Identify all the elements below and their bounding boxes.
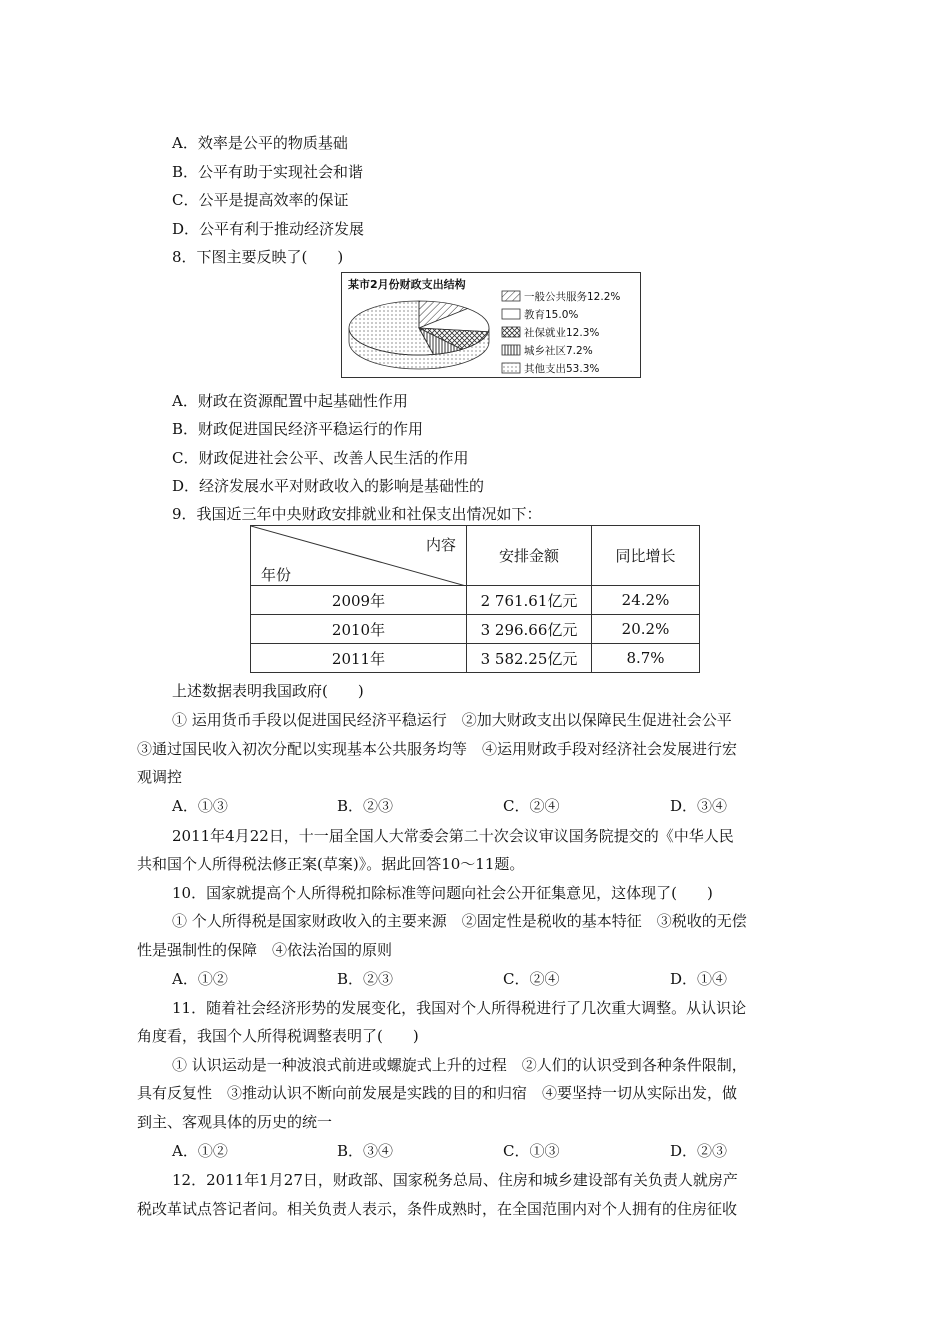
q12-stem-line: 税改革试点答记者问。相关负责人表示，条件成熟时，在全国范围内对个人拥有的住房征收 — [137, 1200, 738, 1218]
q11-statement-line: 到主、客观具体的历史的统一 — [137, 1113, 333, 1131]
q7-option-c: C．公平是提高效率的保证 — [172, 191, 349, 209]
cell-growth: 8.7% — [592, 644, 700, 673]
q11-stem-line: 角度看，我国个人所得税调整表明了( ) — [137, 1027, 419, 1045]
q11-choice-b: B．③④ — [337, 1142, 394, 1160]
legend-label: 城乡社区7.2% — [524, 345, 593, 357]
q9-question: 上述数据表明我国政府( ) — [172, 682, 364, 700]
q11-choice-d: D．②③ — [670, 1142, 728, 1160]
legend-label: 一般公共服务12.2% — [524, 291, 621, 303]
chart-title: 某市2月份财政支出结构 — [348, 278, 466, 291]
pie-slices — [349, 301, 489, 355]
q10-choice-b: B．②③ — [337, 970, 394, 988]
legend-swatch — [502, 363, 520, 373]
legend-label: 社保就业12.3% — [524, 327, 600, 339]
q10-statement-line: 性是强制性的保障 ④依法治国的原则 — [137, 941, 393, 959]
q12-stem-line: 12．2011年1月27日，财政部、国家税务总局、住房和城乡建设部有关负责人就房产 — [172, 1171, 738, 1189]
q8-option-b: B．财政促进国民经济平稳运行的作用 — [172, 420, 424, 438]
cell-year: 2010年 — [251, 615, 467, 644]
q10-choice-a: A．①② — [172, 970, 228, 988]
q9-stem: 9．我国近三年中央财政安排就业和社保支出情况如下： — [172, 505, 542, 523]
pie-chart-figure — [341, 272, 641, 378]
q10-stem: 10．国家就提高个人所得税扣除标准等问题向社会公开征集意见，这体现了( ) — [172, 884, 713, 902]
q7-option-a: A．效率是公平的物质基础 — [172, 134, 348, 152]
table-row — [251, 644, 700, 673]
corner-top-label: 内容 — [425, 536, 456, 554]
q9-statement-line: ③通过国民收入初次分配以实现基本公共服务均等 ④运用财政手段对经济社会发展进行宏 — [137, 740, 738, 758]
legend-swatch — [502, 309, 520, 319]
cell-year: 2011年 — [251, 644, 467, 673]
q8-stem: 8．下图主要反映了( ) — [172, 248, 344, 266]
legend-swatch — [502, 345, 520, 355]
q8-option-a: A．财政在资源配置中起基础性作用 — [172, 392, 408, 410]
corner-bottom-label: 年份 — [261, 566, 292, 584]
table-header-row — [251, 526, 700, 586]
cell-amount: 3 582.25亿元 — [467, 644, 592, 673]
table-row — [251, 586, 700, 615]
q10-choice-d: D．①④ — [670, 970, 728, 988]
pie-chart-svg — [342, 273, 642, 379]
passage-line: 2011年4月22日，十一届全国人大常委会第二十次会议审议国务院提交的《中华人民 — [172, 827, 734, 845]
expenditure-table — [250, 525, 700, 673]
cell-amount: 3 296.66亿元 — [467, 615, 592, 644]
header-amount: 安排金额 — [467, 526, 592, 586]
header-growth: 同比增长 — [592, 526, 700, 586]
legend-label: 教育15.0% — [524, 309, 579, 321]
q7-option-d: D．公平有利于推动经济发展 — [172, 220, 365, 238]
q9-choice-a: A．①③ — [172, 797, 228, 815]
q9-statement-line: 观调控 — [137, 768, 183, 786]
q9-statement-line: ① 运用货币手段以促进国民经济平稳运行 ②加大财政支出以保障民生促进社会公平 — [172, 711, 732, 729]
cell-amount: 2 761.61亿元 — [467, 586, 592, 615]
q9-choice-c: C．②④ — [503, 797, 560, 815]
q10-statement-line: ① 个人所得税是国家财政收入的主要来源 ②固定性是税收的基本特征 ③税收的无偿 — [172, 912, 747, 930]
q9-choice-b: B．②③ — [337, 797, 394, 815]
passage-line: 共和国个人所得税法修正案(草案)》。据此回答10～11题。 — [137, 855, 525, 873]
q11-choice-a: A．①② — [172, 1142, 228, 1160]
q11-stem-line: 11．随着社会经济形势的发展变化，我国对个人所得税进行了几次重大调整。从认识论 — [172, 999, 747, 1017]
q10-choice-c: C．②④ — [503, 970, 560, 988]
chart-legend — [502, 290, 620, 375]
q11-choice-c: C．①③ — [503, 1142, 560, 1160]
cell-year: 2009年 — [251, 586, 467, 615]
cell-growth: 24.2% — [592, 586, 700, 615]
q7-option-b: B．公平有助于实现社会和谐 — [172, 163, 364, 181]
q11-statement-line: 具有反复性 ③推动认识不断向前发展是实践的目的和归宿 ④要坚持一切从实际出发，做 — [137, 1084, 738, 1102]
table-row — [251, 615, 700, 644]
q11-statement-line: ① 认识运动是一种波浪式前进或螺旋式上升的过程 ②人们的认识受到各种条件限制， — [172, 1056, 747, 1074]
legend-label: 其他支出53.3% — [524, 363, 600, 375]
table-corner-cell — [251, 526, 467, 586]
q9-choice-d: D．③④ — [670, 797, 728, 815]
legend-swatch — [502, 291, 520, 301]
cell-growth: 20.2% — [592, 615, 700, 644]
q8-option-d: D．经济发展水平对财政收入的影响是基础性的 — [172, 477, 485, 495]
q8-option-c: C．财政促进社会公平、改善人民生活的作用 — [172, 449, 469, 467]
legend-swatch — [502, 327, 520, 337]
